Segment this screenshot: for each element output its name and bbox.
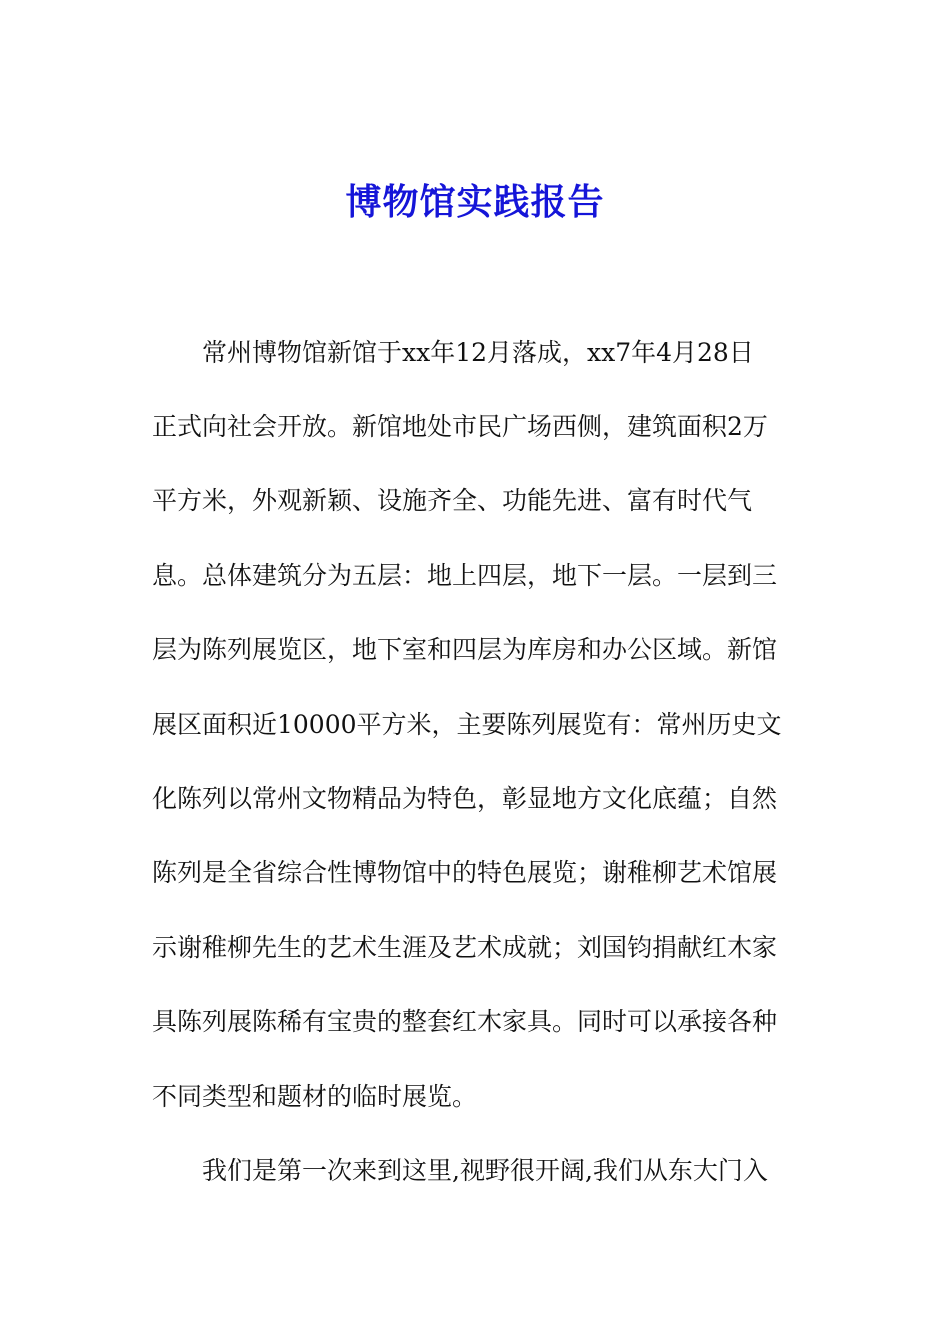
paragraph-line: 常州博物馆新馆于xx年12月落成，xx7年4月28日 — [202, 338, 754, 367]
document-title: 博物馆实践报告 — [345, 181, 605, 223]
paragraph-line: 不同类型和题材的临时展览。 — [152, 1082, 478, 1111]
paragraph-line: 我们是第一次来到这里,视野很开阔,我们从东大门入 — [202, 1156, 768, 1185]
paragraph-line: 化陈列以常州文物精品为特色，彰显地方文化底蕴；自然 — [152, 784, 778, 813]
paragraph-line: 息。总体建筑分为五层：地上四层，地下一层。一层到三 — [152, 561, 778, 590]
paragraph-line: 陈列是全省综合性博物馆中的特色展览；谢稚柳艺术馆展 — [152, 858, 778, 887]
paragraph-line: 平方米，外观新颖、设施齐全、功能先进、富有时代气 — [152, 486, 753, 515]
paragraph-line: 正式向社会开放。新馆地处市民广场西侧，建筑面积2万 — [152, 412, 768, 441]
paragraph-line: 具陈列展陈稀有宝贵的整套红木家具。同时可以承接各种 — [152, 1007, 778, 1036]
paragraph-line: 展区面积近10000平方米，主要陈列展览有：常州历史文 — [152, 710, 782, 739]
paragraph-line: 示谢稚柳先生的艺术生涯及艺术成就；刘国钧捐献红木家 — [152, 933, 778, 962]
paragraph-line: 层为陈列展览区，地下室和四层为库房和办公区域。新馆 — [152, 635, 778, 664]
